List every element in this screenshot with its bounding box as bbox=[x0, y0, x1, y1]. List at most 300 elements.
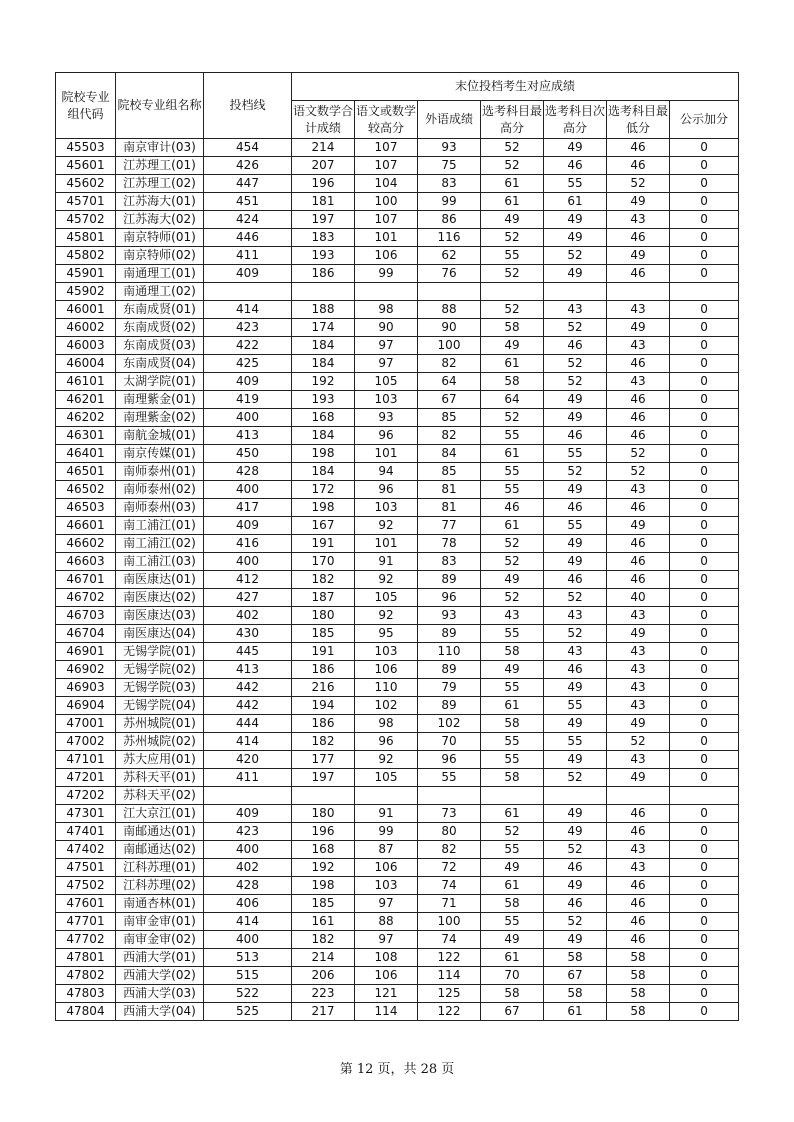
table-row bbox=[56, 301, 739, 319]
cell-code: 47401 bbox=[56, 823, 116, 841]
header-name: 院校专业组名称 bbox=[116, 73, 204, 139]
table-cell: 425 bbox=[204, 355, 292, 373]
table-cell: 52 bbox=[607, 175, 670, 193]
table-cell: 96 bbox=[355, 427, 418, 445]
cell-code: 46001 bbox=[56, 301, 116, 319]
table-cell: 0 bbox=[670, 625, 739, 643]
cell-code: 47201 bbox=[56, 769, 116, 787]
table-cell: 46 bbox=[544, 499, 607, 517]
table-row bbox=[56, 895, 739, 913]
table-cell: 49 bbox=[607, 247, 670, 265]
table-cell: 55 bbox=[544, 517, 607, 535]
table-cell: 168 bbox=[292, 409, 355, 427]
page-footer: 第 12 页，共 28 页 bbox=[339, 1062, 455, 1077]
table-cell: 206 bbox=[292, 967, 355, 985]
table-cell: 49 bbox=[544, 535, 607, 553]
table-row bbox=[56, 1003, 739, 1021]
table-row bbox=[56, 643, 739, 661]
table-cell: 67 bbox=[481, 1003, 544, 1021]
table-cell: 61 bbox=[544, 1003, 607, 1021]
table-cell: 172 bbox=[292, 481, 355, 499]
table-cell: 89 bbox=[418, 625, 481, 643]
cell-code: 45802 bbox=[56, 247, 116, 265]
table-cell: 61 bbox=[481, 517, 544, 535]
table-cell bbox=[544, 787, 607, 805]
table-row bbox=[56, 265, 739, 283]
table-row bbox=[56, 967, 739, 985]
table-cell: 0 bbox=[670, 499, 739, 517]
table-cell: 103 bbox=[355, 391, 418, 409]
table-cell: 106 bbox=[355, 247, 418, 265]
table-cell: 196 bbox=[292, 175, 355, 193]
table-cell: 49 bbox=[607, 625, 670, 643]
cell-name: 江科苏理(02) bbox=[116, 877, 204, 895]
cell-code: 47701 bbox=[56, 913, 116, 931]
table-cell: 0 bbox=[670, 679, 739, 697]
table-cell: 0 bbox=[670, 391, 739, 409]
table-cell: 400 bbox=[204, 409, 292, 427]
table-cell: 55 bbox=[544, 445, 607, 463]
table-cell: 58 bbox=[607, 967, 670, 985]
table-cell: 0 bbox=[670, 949, 739, 967]
table-cell: 43 bbox=[607, 337, 670, 355]
table-cell: 55 bbox=[418, 769, 481, 787]
table-cell: 96 bbox=[418, 751, 481, 769]
table-cell: 61 bbox=[481, 805, 544, 823]
table-cell: 58 bbox=[481, 373, 544, 391]
table-cell: 197 bbox=[292, 769, 355, 787]
table-row bbox=[56, 751, 739, 769]
table-cell: 94 bbox=[355, 463, 418, 481]
cell-name: 南邮通达(02) bbox=[116, 841, 204, 859]
cell-name: 苏州城院(01) bbox=[116, 715, 204, 733]
table-cell: 92 bbox=[355, 607, 418, 625]
table-cell: 46 bbox=[607, 355, 670, 373]
table-cell: 91 bbox=[355, 553, 418, 571]
table-row bbox=[56, 247, 739, 265]
table-cell: 85 bbox=[418, 463, 481, 481]
table-cell: 423 bbox=[204, 319, 292, 337]
cell-name: 无锡学院(02) bbox=[116, 661, 204, 679]
table-cell bbox=[670, 787, 739, 805]
table-cell: 105 bbox=[355, 769, 418, 787]
cell-code: 47801 bbox=[56, 949, 116, 967]
table-cell: 445 bbox=[204, 643, 292, 661]
table-cell: 102 bbox=[355, 697, 418, 715]
table-cell: 82 bbox=[418, 355, 481, 373]
table-cell: 0 bbox=[670, 427, 739, 445]
table-cell: 52 bbox=[544, 373, 607, 391]
table-cell: 411 bbox=[204, 769, 292, 787]
table-cell bbox=[355, 787, 418, 805]
table-cell: 0 bbox=[670, 895, 739, 913]
table-cell: 0 bbox=[670, 823, 739, 841]
table-cell: 0 bbox=[670, 517, 739, 535]
table-cell: 0 bbox=[670, 247, 739, 265]
table-cell: 49 bbox=[544, 751, 607, 769]
table-cell: 86 bbox=[418, 211, 481, 229]
table-cell: 400 bbox=[204, 553, 292, 571]
table-cell: 46 bbox=[607, 139, 670, 157]
table-cell: 107 bbox=[355, 211, 418, 229]
table-cell bbox=[544, 283, 607, 301]
cell-code: 46502 bbox=[56, 481, 116, 499]
table-cell: 193 bbox=[292, 391, 355, 409]
table-cell: 49 bbox=[544, 265, 607, 283]
table-cell: 52 bbox=[481, 301, 544, 319]
cell-name: 南工浦江(01) bbox=[116, 517, 204, 535]
cell-code: 47702 bbox=[56, 931, 116, 949]
cell-code: 46701 bbox=[56, 571, 116, 589]
table-cell: 58 bbox=[544, 985, 607, 1003]
table-cell: 58 bbox=[607, 985, 670, 1003]
cell-code: 46602 bbox=[56, 535, 116, 553]
table-cell: 46 bbox=[544, 157, 607, 175]
table-cell: 184 bbox=[292, 337, 355, 355]
table-cell: 177 bbox=[292, 751, 355, 769]
table-cell: 107 bbox=[355, 139, 418, 157]
table-cell: 46 bbox=[607, 805, 670, 823]
table-cell: 49 bbox=[607, 193, 670, 211]
table-row bbox=[56, 985, 739, 1003]
header-code: 院校专业组代码 bbox=[56, 73, 116, 139]
table-cell: 46 bbox=[607, 499, 670, 517]
table-cell: 0 bbox=[670, 967, 739, 985]
table-cell: 77 bbox=[418, 517, 481, 535]
table-cell: 106 bbox=[355, 661, 418, 679]
table-cell: 97 bbox=[355, 355, 418, 373]
table-cell: 0 bbox=[670, 805, 739, 823]
table-cell: 55 bbox=[481, 679, 544, 697]
table-cell: 0 bbox=[670, 373, 739, 391]
table-cell: 451 bbox=[204, 193, 292, 211]
table-cell: 116 bbox=[418, 229, 481, 247]
table-cell: 91 bbox=[355, 805, 418, 823]
cell-code: 45601 bbox=[56, 157, 116, 175]
table-cell: 61 bbox=[481, 355, 544, 373]
table-row bbox=[56, 715, 739, 733]
table-cell: 58 bbox=[481, 715, 544, 733]
table-cell: 62 bbox=[418, 247, 481, 265]
table-cell: 110 bbox=[418, 643, 481, 661]
table-cell: 46 bbox=[607, 265, 670, 283]
table-cell: 43 bbox=[544, 301, 607, 319]
table-cell: 46 bbox=[607, 535, 670, 553]
table-cell: 182 bbox=[292, 733, 355, 751]
table-cell: 214 bbox=[292, 949, 355, 967]
table-row bbox=[56, 877, 739, 895]
header-elective-lowest: 选考科目最低分 bbox=[607, 101, 670, 139]
header-chinese-math-total: 语文数学合计成绩 bbox=[292, 101, 355, 139]
table-cell: 192 bbox=[292, 373, 355, 391]
table-cell: 97 bbox=[355, 931, 418, 949]
table-cell: 194 bbox=[292, 697, 355, 715]
table-cell bbox=[418, 283, 481, 301]
table-cell: 46 bbox=[607, 229, 670, 247]
table-cell: 182 bbox=[292, 931, 355, 949]
table-cell: 49 bbox=[481, 337, 544, 355]
table-cell: 409 bbox=[204, 517, 292, 535]
table-cell: 167 bbox=[292, 517, 355, 535]
table-cell: 185 bbox=[292, 895, 355, 913]
table-cell: 193 bbox=[292, 247, 355, 265]
table-cell: 49 bbox=[481, 859, 544, 877]
table-cell: 89 bbox=[418, 661, 481, 679]
table-cell: 0 bbox=[670, 211, 739, 229]
table-cell: 0 bbox=[670, 409, 739, 427]
table-cell: 180 bbox=[292, 607, 355, 625]
table-cell: 49 bbox=[544, 877, 607, 895]
table-cell: 442 bbox=[204, 697, 292, 715]
table-cell: 413 bbox=[204, 661, 292, 679]
cell-code: 45901 bbox=[56, 265, 116, 283]
cell-name: 南师泰州(02) bbox=[116, 481, 204, 499]
table-cell: 52 bbox=[544, 841, 607, 859]
table-cell: 58 bbox=[607, 1003, 670, 1021]
table-cell: 0 bbox=[670, 607, 739, 625]
table-cell: 43 bbox=[544, 643, 607, 661]
cell-name: 太湖学院(01) bbox=[116, 373, 204, 391]
table-cell: 101 bbox=[355, 445, 418, 463]
table-cell: 102 bbox=[418, 715, 481, 733]
table-cell: 186 bbox=[292, 715, 355, 733]
cell-code: 46201 bbox=[56, 391, 116, 409]
cell-name: 西浦大学(01) bbox=[116, 949, 204, 967]
table-cell: 52 bbox=[481, 139, 544, 157]
table-cell: 105 bbox=[355, 373, 418, 391]
cell-code: 46601 bbox=[56, 517, 116, 535]
cell-name: 东南成贤(03) bbox=[116, 337, 204, 355]
cell-name: 南医康达(01) bbox=[116, 571, 204, 589]
header-chinese-or-math-higher: 语文或数学较高分 bbox=[355, 101, 418, 139]
table-cell: 444 bbox=[204, 715, 292, 733]
table-row bbox=[56, 625, 739, 643]
cell-name: 江苏海大(01) bbox=[116, 193, 204, 211]
table-cell: 125 bbox=[418, 985, 481, 1003]
cell-code: 46703 bbox=[56, 607, 116, 625]
table-cell: 52 bbox=[481, 823, 544, 841]
table-cell: 214 bbox=[292, 139, 355, 157]
table-cell: 40 bbox=[607, 589, 670, 607]
table-cell: 49 bbox=[481, 571, 544, 589]
table-cell: 0 bbox=[670, 913, 739, 931]
table-cell: 414 bbox=[204, 301, 292, 319]
table-cell: 184 bbox=[292, 355, 355, 373]
table-cell: 419 bbox=[204, 391, 292, 409]
table-cell: 49 bbox=[607, 319, 670, 337]
table-row bbox=[56, 823, 739, 841]
table-cell: 168 bbox=[292, 841, 355, 859]
table-cell: 114 bbox=[355, 1003, 418, 1021]
cell-code: 46902 bbox=[56, 661, 116, 679]
table-cell: 97 bbox=[355, 337, 418, 355]
table-cell: 46 bbox=[544, 571, 607, 589]
table-cell: 97 bbox=[355, 895, 418, 913]
table-cell: 0 bbox=[670, 769, 739, 787]
table-cell: 52 bbox=[544, 913, 607, 931]
table-row bbox=[56, 841, 739, 859]
cell-name: 南审金审(01) bbox=[116, 913, 204, 931]
table-body bbox=[56, 139, 739, 1021]
table-cell: 67 bbox=[544, 967, 607, 985]
table-cell: 422 bbox=[204, 337, 292, 355]
table-cell: 121 bbox=[355, 985, 418, 1003]
table-cell: 61 bbox=[481, 697, 544, 715]
table-row bbox=[56, 193, 739, 211]
table-cell: 99 bbox=[355, 823, 418, 841]
table-cell: 55 bbox=[481, 247, 544, 265]
table-cell: 55 bbox=[481, 625, 544, 643]
cell-name: 无锡学院(01) bbox=[116, 643, 204, 661]
table-cell: 73 bbox=[418, 805, 481, 823]
table-cell: 0 bbox=[670, 481, 739, 499]
cell-code: 46901 bbox=[56, 643, 116, 661]
table-cell: 83 bbox=[418, 175, 481, 193]
table-cell: 43 bbox=[607, 697, 670, 715]
cell-code: 46004 bbox=[56, 355, 116, 373]
table-cell: 52 bbox=[544, 589, 607, 607]
cell-code: 46101 bbox=[56, 373, 116, 391]
cell-code: 47802 bbox=[56, 967, 116, 985]
table-cell: 43 bbox=[607, 373, 670, 391]
table-cell: 0 bbox=[670, 553, 739, 571]
table-cell: 414 bbox=[204, 913, 292, 931]
table-cell: 423 bbox=[204, 823, 292, 841]
table-cell: 0 bbox=[670, 463, 739, 481]
table-cell: 185 bbox=[292, 625, 355, 643]
table-cell: 181 bbox=[292, 193, 355, 211]
table-cell: 58 bbox=[481, 985, 544, 1003]
table-cell: 0 bbox=[670, 841, 739, 859]
table-cell: 0 bbox=[670, 661, 739, 679]
cell-code: 46903 bbox=[56, 679, 116, 697]
table-cell: 55 bbox=[481, 463, 544, 481]
table-cell: 55 bbox=[481, 751, 544, 769]
table-cell: 46 bbox=[607, 427, 670, 445]
table-cell bbox=[292, 283, 355, 301]
table-cell: 0 bbox=[670, 571, 739, 589]
cell-name: 江科苏理(01) bbox=[116, 859, 204, 877]
table-cell: 90 bbox=[418, 319, 481, 337]
cell-name: 南通理工(01) bbox=[116, 265, 204, 283]
table-cell: 49 bbox=[607, 715, 670, 733]
table-cell: 103 bbox=[355, 877, 418, 895]
cell-code: 47502 bbox=[56, 877, 116, 895]
table-cell: 61 bbox=[544, 193, 607, 211]
table-cell: 43 bbox=[607, 211, 670, 229]
cell-name: 南京特师(02) bbox=[116, 247, 204, 265]
table-cell: 450 bbox=[204, 445, 292, 463]
table-cell: 46 bbox=[544, 337, 607, 355]
table-cell: 0 bbox=[670, 985, 739, 1003]
table-cell: 46 bbox=[544, 427, 607, 445]
table-cell: 52 bbox=[607, 733, 670, 751]
table-cell: 64 bbox=[481, 391, 544, 409]
table-cell: 412 bbox=[204, 571, 292, 589]
table-cell bbox=[481, 283, 544, 301]
table-cell: 46 bbox=[607, 895, 670, 913]
cell-name: 江苏海大(02) bbox=[116, 211, 204, 229]
table-cell: 95 bbox=[355, 625, 418, 643]
table-row bbox=[56, 553, 739, 571]
table-cell: 49 bbox=[544, 481, 607, 499]
table-cell: 0 bbox=[670, 751, 739, 769]
table-cell: 0 bbox=[670, 175, 739, 193]
table-cell: 88 bbox=[418, 301, 481, 319]
table-cell: 89 bbox=[418, 697, 481, 715]
table-cell: 55 bbox=[481, 841, 544, 859]
table-cell: 55 bbox=[544, 697, 607, 715]
table-cell: 174 bbox=[292, 319, 355, 337]
table-cell bbox=[355, 283, 418, 301]
table-cell: 0 bbox=[670, 319, 739, 337]
table-cell: 49 bbox=[607, 769, 670, 787]
table-cell: 101 bbox=[355, 535, 418, 553]
table-cell: 170 bbox=[292, 553, 355, 571]
table-row bbox=[56, 319, 739, 337]
table-cell: 0 bbox=[670, 733, 739, 751]
table-cell: 110 bbox=[355, 679, 418, 697]
table-cell: 0 bbox=[670, 139, 739, 157]
table-cell bbox=[418, 787, 481, 805]
table-cell: 93 bbox=[355, 409, 418, 427]
table-row bbox=[56, 355, 739, 373]
cell-name: 东南成贤(02) bbox=[116, 319, 204, 337]
table-cell: 427 bbox=[204, 589, 292, 607]
table-cell: 70 bbox=[418, 733, 481, 751]
table-cell: 442 bbox=[204, 679, 292, 697]
table-cell: 43 bbox=[607, 301, 670, 319]
table-cell: 46 bbox=[607, 391, 670, 409]
table-row bbox=[56, 229, 739, 247]
table-cell: 98 bbox=[355, 715, 418, 733]
cell-code: 45503 bbox=[56, 139, 116, 157]
table-cell bbox=[607, 283, 670, 301]
table-cell: 46 bbox=[607, 913, 670, 931]
table-cell: 81 bbox=[418, 499, 481, 517]
table-cell: 49 bbox=[544, 805, 607, 823]
cell-code: 45602 bbox=[56, 175, 116, 193]
cell-code: 46401 bbox=[56, 445, 116, 463]
table-cell: 55 bbox=[544, 733, 607, 751]
cell-name: 南航金城(01) bbox=[116, 427, 204, 445]
table-cell: 49 bbox=[544, 211, 607, 229]
header-elective-second: 选考科目次高分 bbox=[544, 101, 607, 139]
table-cell: 103 bbox=[355, 643, 418, 661]
table-cell: 55 bbox=[481, 733, 544, 751]
table-cell: 409 bbox=[204, 805, 292, 823]
table-cell: 108 bbox=[355, 949, 418, 967]
table-row bbox=[56, 337, 739, 355]
table-cell: 515 bbox=[204, 967, 292, 985]
table-cell: 80 bbox=[418, 823, 481, 841]
table-cell: 197 bbox=[292, 211, 355, 229]
table-cell: 52 bbox=[544, 355, 607, 373]
table-cell: 0 bbox=[670, 157, 739, 175]
table-cell: 49 bbox=[544, 931, 607, 949]
cell-name: 江苏理工(01) bbox=[116, 157, 204, 175]
cell-code: 46301 bbox=[56, 427, 116, 445]
table-cell: 0 bbox=[670, 859, 739, 877]
cell-name: 南医康达(02) bbox=[116, 589, 204, 607]
table-cell: 46 bbox=[607, 931, 670, 949]
cell-name: 南工浦江(03) bbox=[116, 553, 204, 571]
table-cell: 0 bbox=[670, 265, 739, 283]
cell-name: 南京传媒(01) bbox=[116, 445, 204, 463]
table-cell: 184 bbox=[292, 427, 355, 445]
cell-name: 南师泰州(03) bbox=[116, 499, 204, 517]
table-cell: 82 bbox=[418, 427, 481, 445]
